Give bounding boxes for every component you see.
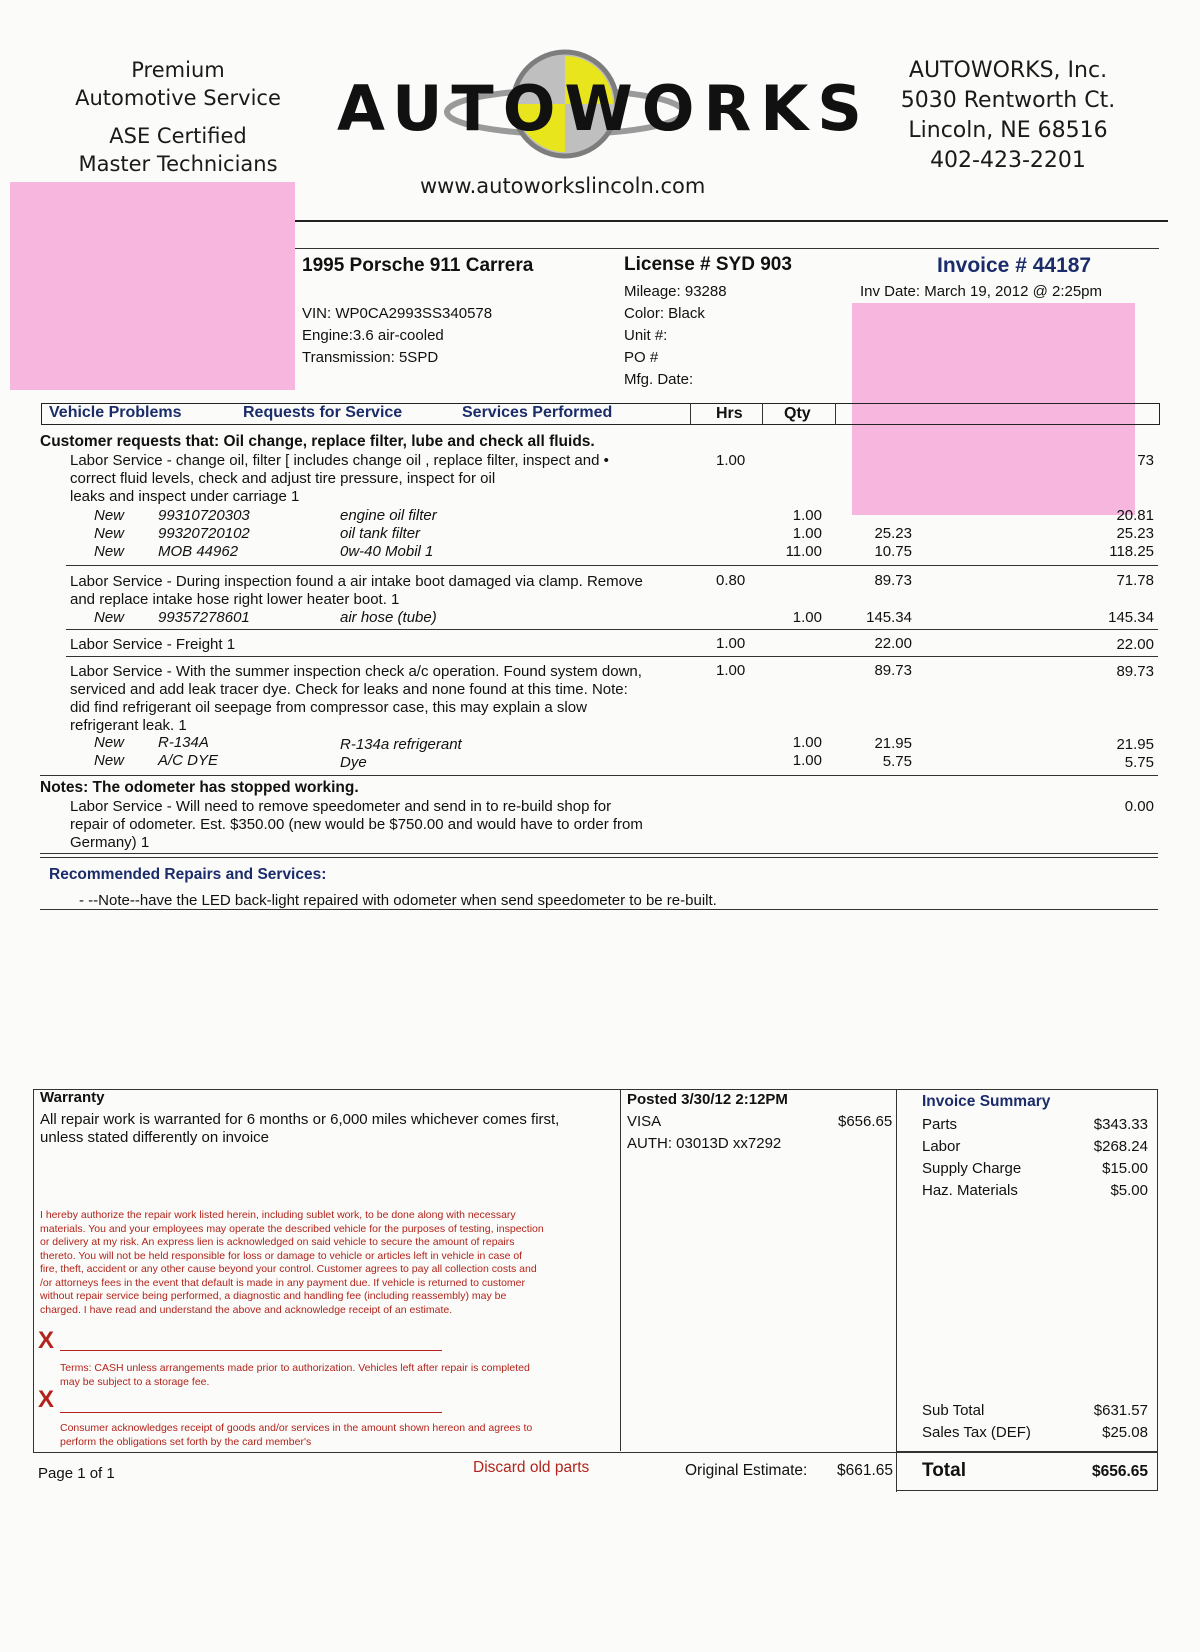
job2-description [70, 573, 643, 609]
summary-title: Invoice Summary [922, 1093, 1051, 1110]
tax-row [922, 1422, 1148, 1444]
subtotal-label: Sub Total [922, 1402, 985, 1419]
job2-line: and replace intake hose right lower heater boot. 1 [70, 591, 400, 608]
subtotal-value: $631.57 [1093, 1402, 1148, 1419]
authorization-text [40, 1209, 544, 1317]
warranty-text [40, 1111, 559, 1147]
part-desc: oil tank filter [340, 525, 421, 542]
part-qty: 1.00 [792, 609, 822, 626]
notes-line: Labor Service - Will need to remove speedometer and send in to re-build shop for [70, 798, 612, 815]
part-number: 99310720303 [158, 507, 250, 524]
subtotal-row [922, 1400, 1148, 1422]
part-number: 99357278601 [158, 609, 250, 626]
part-desc: 0w-40 Mobil 1 [340, 543, 434, 560]
vehicle-specs [302, 303, 492, 369]
part-type: New [94, 507, 125, 524]
auth-line: thereto. You will not be held responsible for loss or damage to vehicle or articles left in vehicle in case of [40, 1249, 523, 1262]
vin: VIN: WP0CA2993SS340578 [302, 305, 493, 322]
part-desc: Dye [340, 754, 367, 771]
summary-value: $5.00 [1110, 1182, 1148, 1199]
signature-mark: X [38, 1386, 55, 1413]
summary-subtotals [922, 1400, 1148, 1444]
auth-line: charged. I have read and understand the above and acknowledge receipt of an estimate. [40, 1303, 453, 1316]
vehicle-title: 1995 Porsche 911 Carrera [302, 255, 534, 276]
col-vehicle-problems: Vehicle Problems [49, 404, 182, 421]
total-label: Total [922, 1460, 966, 1481]
warranty-line: All repair work is warranted for 6 months or 6,000 miles whichever comes first, [40, 1111, 560, 1128]
summary-row [922, 1180, 1148, 1202]
payment-auth: AUTH: 03013D xx7292 [627, 1135, 782, 1152]
line-separator [66, 565, 1158, 566]
mileage: Mileage: 93288 [624, 283, 727, 300]
part-type: New [94, 543, 125, 560]
job2-total: 71.78 [1116, 572, 1154, 589]
recommended-title: Recommended Repairs and Services: [49, 866, 327, 883]
payment-posted: Posted 3/30/12 2:12PM [627, 1091, 788, 1108]
unit-number: Unit #: [624, 327, 668, 344]
recommended-item: - --Note--have the LED back-light repaired with odometer when send speedometer to be re-built. [79, 892, 717, 909]
header-divider-thin [295, 248, 1159, 249]
page-indicator: Page 1 of 1 [38, 1465, 115, 1482]
tagline-line: ASE Certified [109, 124, 247, 148]
part-total: 20.81 [1116, 507, 1154, 524]
summary-value: $343.33 [1093, 1116, 1148, 1133]
website-link[interactable]: www.autoworkslincoln.com [420, 174, 706, 198]
summary-row [922, 1114, 1148, 1136]
notes-description [70, 798, 643, 852]
job4-line: did find refrigerant oil seepage from compressor case, this may explain a slow [70, 699, 587, 716]
part-qty: 1.00 [792, 525, 822, 542]
terms-line: may be subject to a storage fee. [60, 1375, 210, 1388]
part-type: New [94, 734, 125, 751]
part-type: New [94, 752, 125, 769]
signature-line[interactable] [60, 1350, 442, 1351]
auth-line: or delivery at my risk. An express lien is acknowledged on said vehicle to secure the amount of repairs [40, 1236, 515, 1248]
warranty-title: Warranty [40, 1089, 105, 1106]
shop-tagline [58, 56, 298, 178]
company-street: 5030 Rentworth Ct. [900, 88, 1116, 113]
job4-line: serviced and add leak tracer dye. Check for leaks and none found at this time. Note: [70, 681, 628, 698]
recommended-underline [40, 909, 1158, 910]
part-qty: 11.00 [785, 543, 822, 560]
summary-value: $268.24 [1093, 1138, 1148, 1155]
warranty-line: unless stated differently on invoice [40, 1129, 270, 1146]
po-number: PO # [624, 349, 659, 366]
consumer-line: perform the obligations set forth by the card member's [60, 1435, 312, 1448]
company-phone: 402-423-2201 [930, 148, 1086, 173]
part-price: 10.75 [874, 543, 912, 560]
engine: Engine:3.6 air-cooled [302, 327, 444, 344]
redacted-customer-block [10, 182, 295, 390]
line-separator [40, 775, 1158, 776]
section-divider [40, 853, 1158, 854]
job4-total: 89.73 [1116, 663, 1154, 680]
header-divider [295, 220, 1168, 222]
part-number: R-134A [158, 734, 209, 751]
job4-hrs: 1.00 [716, 662, 746, 679]
part-qty: 1.00 [792, 752, 822, 769]
part-total: 118.25 [1109, 543, 1154, 560]
discard-parts-note: Discard old parts [473, 1459, 590, 1476]
color: Color: Black [624, 305, 705, 322]
job1-hrs: 1.00 [716, 452, 746, 469]
signature-mark: X [38, 1327, 55, 1354]
consumer-text [60, 1422, 532, 1449]
job3-description: Labor Service - Freight 1 [70, 636, 236, 653]
tax-value: $25.08 [1102, 1424, 1148, 1441]
company-city: Lincoln, NE 68516 [908, 118, 1108, 143]
job1-total: 73 [1137, 452, 1154, 469]
part-type: New [94, 609, 125, 626]
job4-description [70, 663, 642, 735]
company-name: AUTOWORKS, Inc. [908, 58, 1108, 83]
column-divider [835, 403, 836, 425]
job4-line: refrigerant leak. 1 [70, 717, 187, 734]
job3-hrs: 1.00 [716, 635, 746, 652]
total-value: $656.65 [1091, 1463, 1148, 1480]
part-type: New [94, 525, 125, 542]
part-total: 5.75 [1124, 754, 1154, 771]
line-separator [66, 656, 1158, 657]
job2-price: 89.73 [874, 572, 912, 589]
summary-label: Supply Charge [922, 1160, 1022, 1177]
line-separator [66, 629, 1158, 630]
invoice-number: Invoice # 44187 [937, 254, 1092, 277]
tagline-line: Premium [131, 58, 225, 82]
part-desc: engine oil filter [340, 507, 437, 524]
original-estimate-value: $661.65 [837, 1462, 894, 1479]
part-price: 21.95 [874, 735, 912, 752]
job1-line: leaks and inspect under carriage 1 [70, 488, 300, 505]
consumer-line: Consumer acknowledges receipt of goods and/or services in the amount shown hereon and agrees to [60, 1422, 533, 1434]
logo-wordmark: AUTOWORKS [337, 72, 871, 145]
vehicle-meta [624, 281, 727, 391]
payment-amount: $656.65 [838, 1113, 893, 1130]
job3-price: 22.00 [874, 635, 912, 652]
part-desc: air hose (tube) [340, 609, 437, 626]
job2-hrs: 0.80 [716, 572, 746, 589]
auth-line: without repair service being performed, a diagnostic and handling fee (including reassembly) may be [40, 1290, 507, 1302]
summary-value: $15.00 [1102, 1160, 1148, 1177]
col-qty: Qty [784, 405, 811, 422]
invoice-date: Inv Date: March 19, 2012 @ 2:25pm [860, 283, 1103, 300]
column-divider [690, 403, 691, 425]
part-number: A/C DYE [158, 752, 219, 769]
col-services: Services Performed [462, 404, 613, 421]
license-number: License # SYD 903 [624, 254, 792, 275]
notes-title: Notes: The odometer has stopped working. [40, 779, 359, 796]
summary-rows [922, 1114, 1148, 1202]
company-address [888, 56, 1128, 176]
payment-method: VISA [627, 1113, 662, 1130]
col-hrs: Hrs [716, 405, 743, 422]
section-divider [40, 857, 1158, 858]
job1-line: Labor Service - change oil, filter [ includes change oil , replace filter, inspect and • [70, 452, 609, 469]
part-price: 25.23 [874, 525, 912, 542]
part-total: 21.95 [1116, 736, 1154, 753]
col-requests: Requests for Service [243, 404, 403, 421]
original-estimate-label: Original Estimate: [685, 1462, 808, 1479]
job2-line: Labor Service - During inspection found a air intake boot damaged via clamp. Remove [70, 573, 643, 590]
job1-description [70, 452, 609, 506]
job4-price: 89.73 [874, 662, 912, 679]
summary-label: Haz. Materials [922, 1182, 1018, 1199]
mfg-date: Mfg. Date: [624, 371, 694, 388]
tagline-line: Master Technicians [78, 152, 278, 176]
terms-line: Terms: CASH unless arrangements made prior to authorization. Vehicles left after repair is completed [60, 1362, 530, 1374]
part-total: 25.23 [1116, 525, 1154, 542]
job4-line: Labor Service - With the summer inspection check a/c operation. Found system down, [70, 663, 642, 680]
job1-line: correct fluid levels, check and adjust tire pressure, inspect for oil [70, 470, 496, 487]
tagline-line: Automotive Service [75, 86, 281, 110]
part-total: 145.34 [1108, 609, 1154, 626]
part-number: 99320720102 [158, 525, 250, 542]
notes-total: 0.00 [1124, 798, 1154, 815]
summary-row [922, 1136, 1148, 1158]
part-price: 5.75 [882, 753, 912, 770]
job3-total: 22.00 [1116, 636, 1154, 653]
auth-line: fire, theft, accident or any other cause beyond your control. Customer agrees to pay all collection costs and [40, 1263, 537, 1275]
summary-row [922, 1158, 1148, 1180]
part-desc: R-134a refrigerant [340, 736, 462, 753]
auth-line: I hereby authorize the repair work listed herein, including sublet work, to be done along with necessary [40, 1209, 516, 1221]
auth-line: materials. You and your employees may operate the described vehicle for the purposes of testing, inspection [40, 1222, 544, 1235]
tax-label: Sales Tax (DEF) [922, 1424, 1031, 1441]
part-qty: 1.00 [792, 734, 822, 751]
box-divider [896, 1089, 897, 1492]
notes-line: Germany) 1 [70, 834, 150, 851]
part-price: 145.34 [866, 609, 912, 626]
transmission: Transmission: 5SPD [302, 349, 439, 366]
signature-line[interactable] [60, 1412, 442, 1413]
terms-text [60, 1362, 530, 1389]
auth-line: /or attorneys fees in the event that default is made in any payment due. If vehicle is returned to customer [40, 1276, 526, 1289]
column-divider [762, 403, 763, 425]
box-divider [620, 1089, 621, 1451]
part-number: MOB 44962 [158, 543, 239, 560]
customer-request: Customer requests that: Oil change, replace filter, lube and check all fluids. [40, 433, 595, 450]
summary-label: Labor [922, 1138, 961, 1155]
summary-label: Parts [922, 1116, 958, 1133]
notes-line: repair of odometer. Est. $350.00 (new would be $750.00 and would have to order from [70, 816, 643, 833]
part-qty: 1.00 [792, 507, 822, 524]
